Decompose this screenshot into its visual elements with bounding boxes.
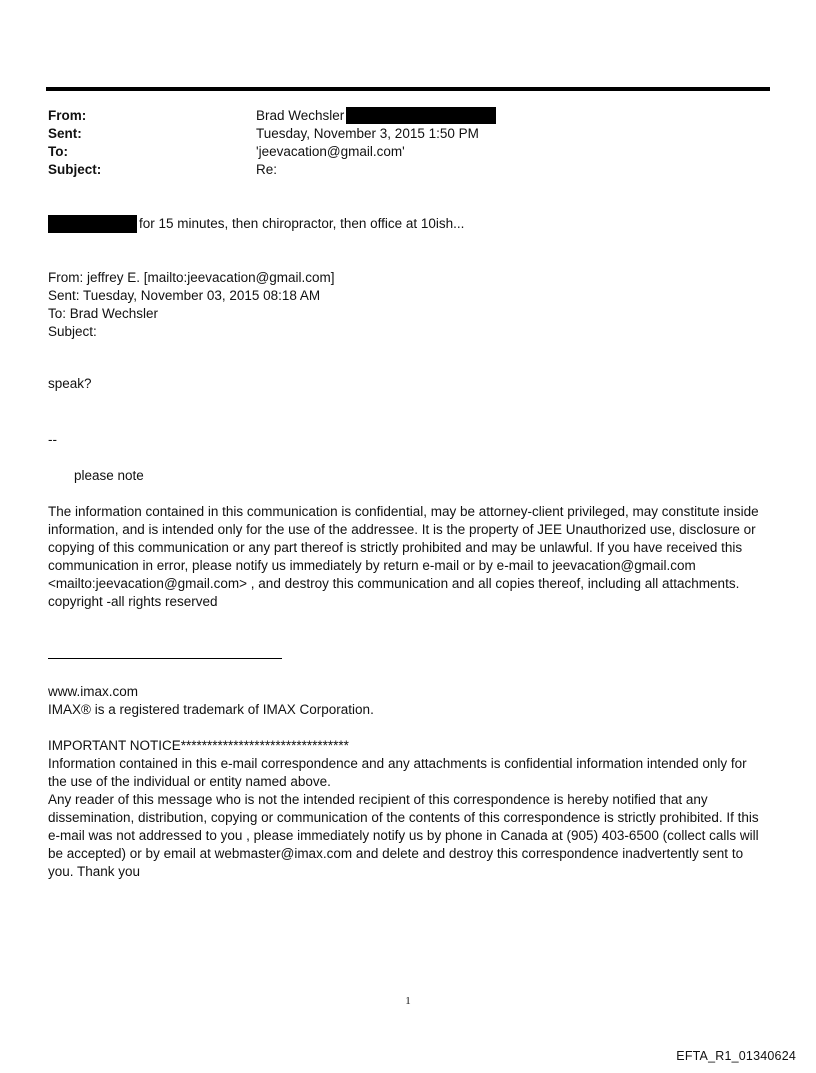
subject-value: Re: <box>256 162 278 177</box>
reply-line <box>48 215 768 233</box>
redaction-box <box>48 215 137 233</box>
original-to: To: Brad Wechsler <box>48 306 159 321</box>
imax-website: www.imax.com <box>48 684 139 699</box>
imax-trademark: IMAX® is a registered trademark of IMAX Corporation. <box>48 702 374 717</box>
important-notice-paragraph-1: Information contained in this e-mail correspondence and any attachments is confidential information intended only for the use of the individual or entity named above. <box>48 756 747 789</box>
subject-label: Subject: <box>48 162 102 177</box>
signature-divider <box>48 658 282 659</box>
sent-row <box>48 125 768 143</box>
confidentiality-disclaimer: The information contained in this communication is confidential, may be attorney-client privileged, may constitute inside information, and is intended only for the use of the addressee. It is the property of JEE Unauthorized use, disclosure or copying of this communication or any part thereof is strictly prohibited and may be unlawful. If you have received this communication in error, please notify us immediately by return e-mail or by e-mail to jeevacation@gmail.com <mailto:jeevacation@gmail.com> , and destroy this communication and all copies thereof, including all attachments. copyright -all rights reserved <box>48 504 759 609</box>
to-row <box>48 143 768 161</box>
header-top-rule <box>46 87 770 91</box>
original-sent: Sent: Tuesday, November 03, 2015 08:18 AM <box>48 288 321 303</box>
from-row <box>48 107 768 125</box>
important-notice-heading: IMPORTANT NOTICE******************************** <box>48 738 349 753</box>
original-message-header <box>48 269 768 341</box>
to-label: To: <box>48 144 68 159</box>
email-header <box>48 107 768 179</box>
original-subject: Subject: <box>48 324 97 339</box>
document-id: EFTA_R1_01340624 <box>676 1049 796 1063</box>
from-value <box>256 107 768 125</box>
reply-text: for 15 minutes, then chiropractor, then office at 10ish... <box>139 216 465 231</box>
original-body: speak? <box>48 376 92 391</box>
page-number: 1 <box>405 995 411 1007</box>
please-note: please note <box>74 468 144 483</box>
important-notice-paragraph-2: Any reader of this message who is not the intended recipient of this correspondence is hereby notified that any dissemination, distribution, copying or communication of the contents of this correspondence is strictly prohibited. If this e-mail was not addressed to you , please immediately notify us by phone in Canada at (905) 403-6500 (collect calls will be accepted) or by email at webmaster@imax.com and delete and destroy this correspondence inadvertently sent to you. Thank you <box>48 792 759 879</box>
from-name: Brad Wechsler <box>256 108 345 123</box>
to-value: 'jeevacation@gmail.com' <box>256 144 405 159</box>
sent-label: Sent: <box>48 126 82 141</box>
original-from: From: jeffrey E. [mailto:jeevacation@gmail.com] <box>48 270 335 285</box>
sent-value: Tuesday, November 3, 2015 1:50 PM <box>256 126 479 141</box>
subject-row <box>48 161 768 179</box>
signature-separator: -- <box>48 432 57 447</box>
from-label: From: <box>48 108 87 123</box>
redaction-box <box>346 107 496 124</box>
